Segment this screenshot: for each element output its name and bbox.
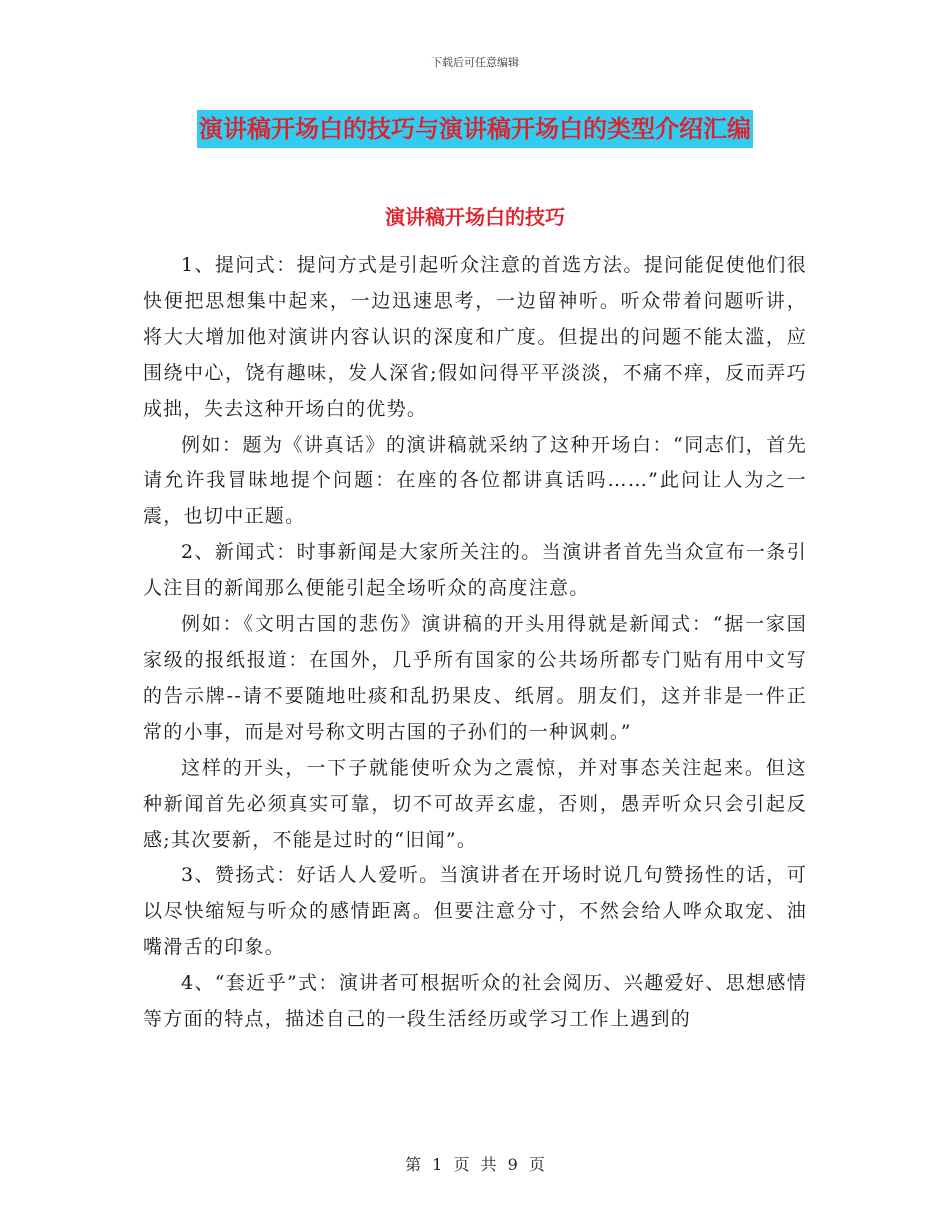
paragraph-news-style: 2、新闻式：时事新闻是大家所关注的。当演讲者首先当众宣布一条引人注目的新闻那么便能引起全场听众的高度注意。	[143, 541, 807, 600]
page-number: 第 1 页 共 9 页	[405, 1155, 545, 1174]
paragraph-question-style: 1、提问式：提问方式是引起听众注意的首选方法。提问能促使他们很快便把思想集中起来，一边迅速思考，一边留神听。听众带着问题听讲，将大大增加他对演讲内容认识的深度和广度。但提出的问题不能太滥，应围绕中心，饶有趣味，发人深省;假如问得平平淡淡，不痛不痒，反而弄巧成拙，失去这种开场白的优势。	[143, 254, 807, 420]
paragraph-news-example: 例如：《文明古国的悲伤》演讲稿的开头用得就是新闻式：“据一家国家级的报纸报道：在国外，几乎所有国家的公共场所都专门贴有用中文写的告示牌--请不要随地吐痰和乱扔果皮、纸屑。朋友们，这并非是一件正常的小事，而是对号称文明古国的子孙们的一种讽刺。”	[143, 613, 807, 743]
paragraph-praise-style: 3、赞扬式：好话人人爱听。当演讲者在开场时说几句赞扬性的话，可以尽快缩短与听众的感情距离。但要注意分寸，不然会给人哗众取宠、油嘴滑舌的印象。	[143, 864, 807, 959]
document-title-container	[0, 110, 950, 148]
document-body	[143, 248, 807, 1038]
paragraph-news-comment: 这样的开头，一下子就能使听众为之震惊，并对事态关注起来。但这种新闻首先必须真实可靠，切不可故弄玄虚，否则，愚弄听众只会引起反感;其次要新，不能是过时的“旧闻”。	[143, 756, 807, 851]
section-title: 演讲稿开场白的技巧	[385, 205, 565, 229]
paragraph-rapport-style: 4、“套近乎”式：演讲者可根据听众的社会阅历、兴趣爱好、思想感情等方面的特点，描述自己的一段生活经历或学习工作上遇到的	[143, 972, 807, 1031]
page-header-note: 下载后可任意编辑	[431, 56, 519, 69]
paragraph-question-example: 例如：题为《讲真话》的演讲稿就采纳了这种开场白：“同志们，首先请允许我冒昧地提个问题：在座的各位都讲真话吗……”此问让人为之一震，也切中正题。	[143, 433, 807, 528]
document-title: 演讲稿开场白的技巧与演讲稿开场白的类型介绍汇编	[197, 110, 753, 148]
